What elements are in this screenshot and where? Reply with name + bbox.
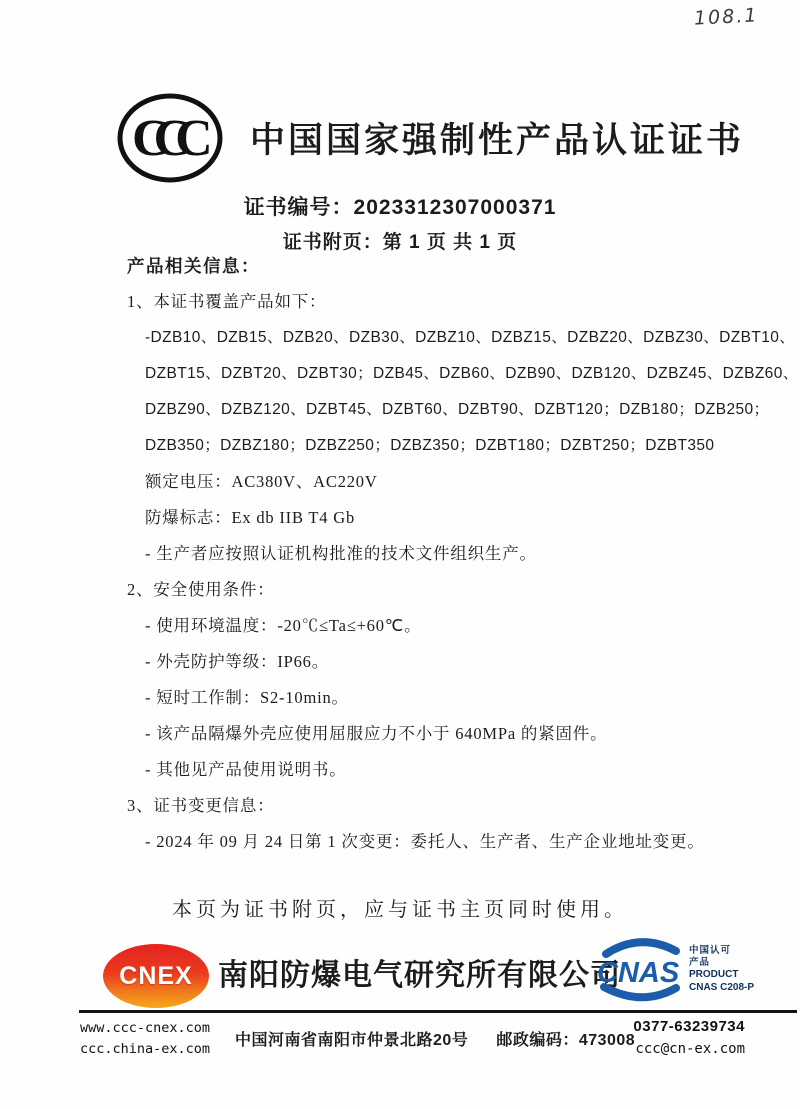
cnas-captions (689, 946, 754, 995)
body-line: - 生产者应按照认证机构批准的技术文件组织生产。 (145, 544, 537, 563)
cnas-caption-en2: CNAS C208-P (689, 981, 755, 993)
footer-websites (80, 1018, 210, 1060)
section-title: 产品相关信息： (127, 256, 260, 276)
body-line: - 该产品隔爆外壳应使用屈服应力不小于 640MPa 的紧固件。 (145, 724, 608, 743)
address-text: 中国河南省南阳市仲景北路20号 (235, 1032, 469, 1049)
certificate-number-line: 证书编号：2023312307000371 (243, 196, 557, 219)
footer-address (235, 1027, 635, 1050)
website-link-2: ccc.china-ex.com (80, 1041, 211, 1057)
body-line: DZB350；DZBZ180；DZBZ250；DZBZ350；DZBT180；DZBT250；DZBT350 (145, 437, 715, 454)
body-line: - 使用环境温度：-20℃≤Ta≤+60℃。 (145, 616, 422, 635)
cnas-caption-cn1: 中国认可 (689, 945, 732, 956)
footer-divider (79, 1010, 797, 1013)
website-link-1: www.ccc-cnex.com (80, 1020, 211, 1036)
postcode-text: 邮政编码：473008 (496, 1032, 636, 1049)
svg-text:CNAS: CNAS (597, 957, 680, 989)
ccc-mark-icon (116, 92, 224, 184)
body-line: - 2024 年 09 月 24 日第 1 次变更：委托人、生产者、生产企业地址变更。 (145, 832, 705, 851)
cnex-logo-icon (103, 944, 209, 1008)
cnas-accreditation-block (596, 938, 754, 1002)
handwritten-page-number: 108.1 (693, 4, 759, 30)
body-line: -DZB10、DZB15、DZB20、DZB30、DZBZ10、DZBZ15、DZBZ20、DZBZ30、DZBT10、 (145, 329, 796, 346)
certificate-title: 中国国家强制性产品认证证书 (250, 121, 745, 160)
body-line: DZBZ90、DZBZ120、DZBT45、DZBT60、DZBT90、DZBT120；DZB180；DZB250； (145, 401, 770, 418)
body-line: 2、安全使用条件： (127, 580, 275, 599)
attachment-usage-note: 本页为证书附页，应与证书主页同时使用。 (172, 899, 628, 921)
cnas-caption-cn2: 产品 (689, 957, 711, 968)
product-info-section (127, 248, 799, 860)
body-line: - 其他见产品使用说明书。 (145, 760, 347, 779)
body-line: - 外壳防护等级：IP66。 (145, 652, 329, 671)
phone-number: 0377-63239734 (633, 1018, 745, 1035)
body-line: 防爆标志：Ex db IIB T4 Gb (145, 508, 356, 527)
body-line: 1、本证书覆盖产品如下： (127, 292, 327, 311)
body-line: 3、证书变更信息： (127, 796, 275, 815)
issuer-company-name: 南阳防爆电气研究所有限公司 (218, 959, 621, 992)
email-address: ccc@cn-ex.com (635, 1041, 745, 1057)
body-line: 额定电压：AC380V、AC220V (145, 472, 378, 491)
cnas-caption-en1: PRODUCT (689, 969, 739, 981)
cnas-logo-icon (596, 938, 684, 1002)
footer-contact (633, 1016, 745, 1060)
cnex-logo-text: CNEX (119, 961, 193, 990)
body-line: DZBT15、DZBT20、DZBT30；DZB45、DZB60、DZB90、DZB120、DZBZ45、DZBZ60、 (145, 365, 799, 382)
svg-text:CCC: CCC (132, 110, 197, 167)
certificate-header (116, 92, 745, 184)
body-line: - 短时工作制：S2-10min。 (145, 688, 349, 707)
attachment-page-line: 证书附页：第 1 页 共 1 页 (0, 227, 800, 1109)
